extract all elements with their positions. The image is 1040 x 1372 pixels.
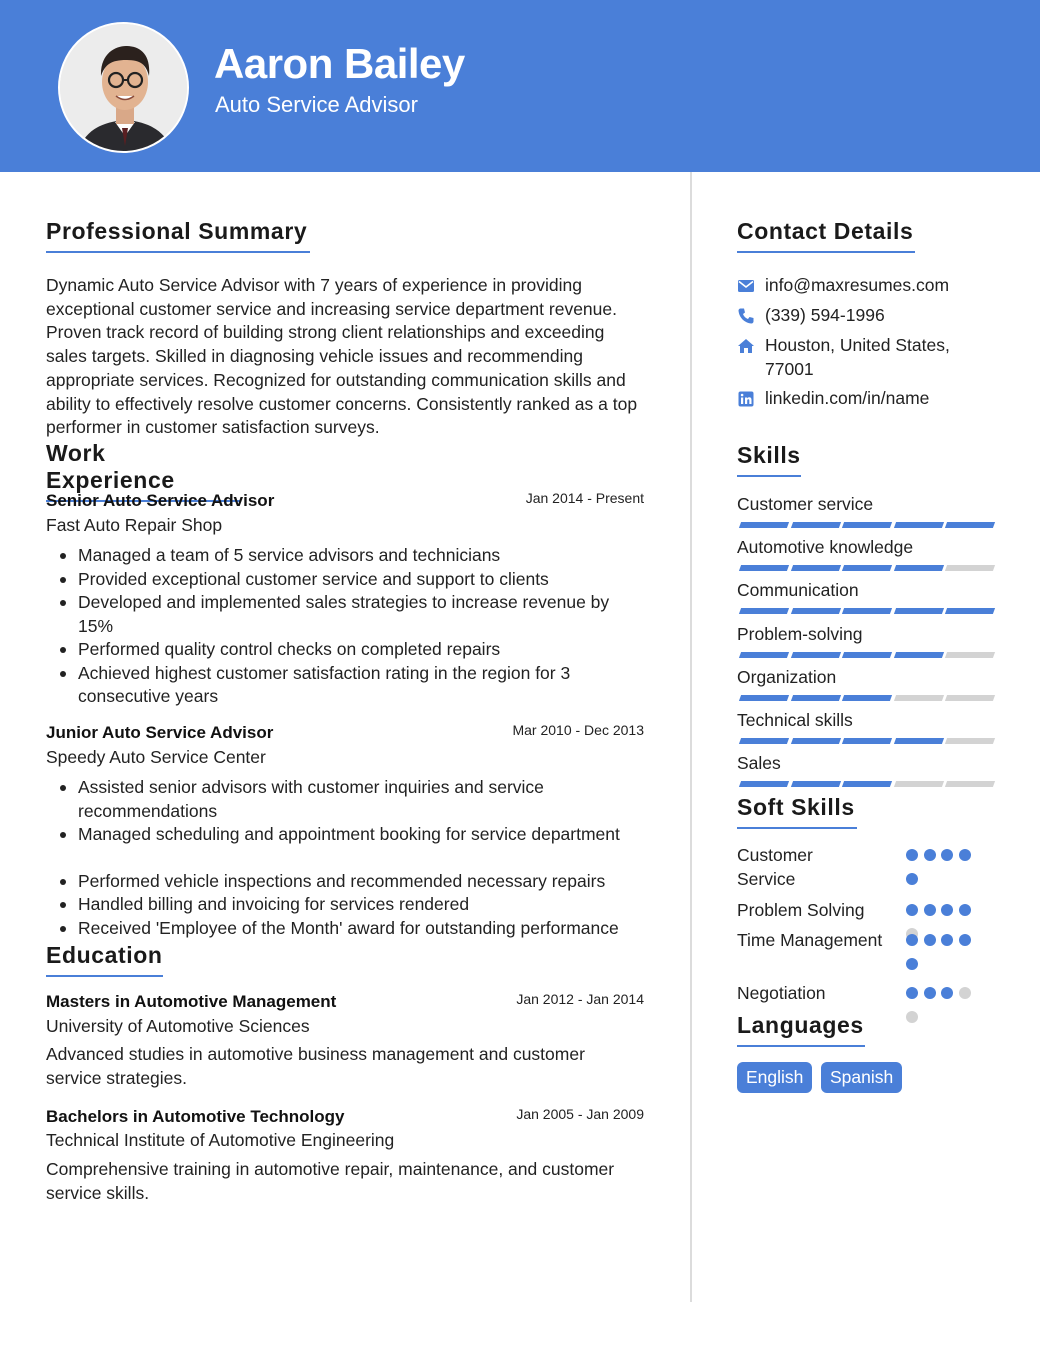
skill-segment-filled xyxy=(893,738,943,744)
skill-segment-filled xyxy=(739,695,789,701)
rating-dot-filled xyxy=(906,873,918,885)
skill-segment-filled xyxy=(790,608,840,614)
soft-skills-heading xyxy=(737,794,857,829)
skill-segment-filled xyxy=(739,522,789,528)
rating-dot-filled xyxy=(959,934,971,946)
rating-dot-filled xyxy=(906,849,918,861)
language-tag: English xyxy=(737,1062,812,1093)
summary-heading xyxy=(46,218,310,253)
rating-dot-filled xyxy=(924,904,936,916)
contact-email xyxy=(737,274,997,298)
rating-dot-filled xyxy=(906,958,918,970)
rating-dot-empty xyxy=(959,987,971,999)
rating-dot-empty xyxy=(906,1011,918,1023)
skill-segment-filled xyxy=(739,781,789,787)
degree-title: Bachelors in Automotive Technology xyxy=(46,1107,345,1126)
rating-dot-filled xyxy=(941,849,953,861)
education-heading xyxy=(46,942,163,977)
list-item: Developed and implemented sales strategies to increase revenue by 15% xyxy=(46,591,631,638)
skill-segment-empty xyxy=(893,695,943,701)
skill-segment-empty xyxy=(945,781,995,787)
skill-segment-filled xyxy=(739,608,789,614)
skill-segment-filled xyxy=(739,652,789,658)
soft-skill-name: Negotiation xyxy=(737,983,826,1003)
language-tag: Spanish xyxy=(821,1062,902,1093)
soft-skill-name: Time Management xyxy=(737,930,883,950)
skill-level-bar xyxy=(737,522,993,528)
skills-heading-text: Skills xyxy=(737,442,801,468)
job-title: Junior Auto Service Advisor xyxy=(46,723,274,742)
skill-name: Automotive knowledge xyxy=(737,537,914,558)
list-item: Managed a team of 5 service advisors and technicians xyxy=(46,544,646,568)
skill-name: Problem-solving xyxy=(737,623,863,644)
job-title: Senior Auto Service Advisor xyxy=(46,491,275,510)
skill-name: Communication xyxy=(737,580,859,601)
list-item: Managed scheduling and appointment booking for service department xyxy=(46,823,656,847)
contact-linkedin xyxy=(737,387,997,411)
list-item: Handled billing and invoicing for services rendered xyxy=(46,893,656,917)
list-item: Performed quality control checks on completed repairs xyxy=(46,638,646,662)
candidate-title: Auto Service Advisor xyxy=(215,92,418,117)
skill-segment-filled xyxy=(790,652,840,658)
contact-phone xyxy=(737,304,997,328)
skill-segment-filled xyxy=(842,738,892,744)
skill-segment-filled xyxy=(945,608,995,614)
skills-heading xyxy=(737,442,801,477)
summary-heading-text: Professional Summary xyxy=(46,218,308,244)
list-item: Achieved highest customer satisfaction rating in the region for 3 consecutive years xyxy=(46,662,606,709)
phone-icon xyxy=(737,307,755,325)
rating-dot-filled xyxy=(906,904,918,916)
skill-level-bar xyxy=(737,738,993,744)
skill-segment-filled xyxy=(739,565,789,571)
soft-skill-name: Customer Service xyxy=(737,845,813,889)
skill-segment-empty xyxy=(945,565,995,571)
contact-address xyxy=(737,334,997,382)
rating-dot-filled xyxy=(959,904,971,916)
header-banner xyxy=(0,0,1040,172)
skill-segment-filled xyxy=(893,565,943,571)
skill-segment-filled xyxy=(893,652,943,658)
job-bullets xyxy=(46,776,656,940)
skill-segment-filled xyxy=(790,522,840,528)
skill-level-bar xyxy=(737,781,993,787)
degree-date: Jan 2005 - Jan 2009 xyxy=(516,1106,644,1122)
skill-segment-empty xyxy=(945,738,995,744)
rating-dot-filled xyxy=(906,987,918,999)
skill-segment-filled xyxy=(790,738,840,744)
list-item: Provided exceptional customer service and support to clients xyxy=(46,568,646,592)
skill-segment-filled xyxy=(842,522,892,528)
skill-level-bar xyxy=(737,565,993,571)
education-heading-text: Education xyxy=(46,942,163,968)
rating-dot-filled xyxy=(924,934,936,946)
skill-segment-empty xyxy=(945,652,995,658)
skill-segment-filled xyxy=(790,781,840,787)
heading-underline xyxy=(737,475,801,477)
rating-dot-filled xyxy=(959,849,971,861)
skill-segment-filled xyxy=(842,608,892,614)
rating-dot-filled xyxy=(924,987,936,999)
column-divider xyxy=(690,172,692,1302)
home-icon xyxy=(737,337,755,355)
school-name: Technical Institute of Automotive Engineering xyxy=(46,1130,395,1150)
heading-underline xyxy=(737,251,915,253)
contact-phone-text: (339) 594-1996 xyxy=(765,305,885,325)
rating-dot-filled xyxy=(924,849,936,861)
skill-segment-filled xyxy=(842,781,892,787)
skill-segment-filled xyxy=(893,608,943,614)
job-company: Speedy Auto Service Center xyxy=(46,747,266,767)
degree-description: Comprehensive training in automotive repair, maintenance, and customer service skills. xyxy=(46,1159,615,1203)
heading-underline xyxy=(737,1045,865,1047)
skill-level-bar xyxy=(737,695,993,701)
skill-segment-filled xyxy=(842,565,892,571)
skill-level-bar xyxy=(737,608,993,614)
skill-segment-filled xyxy=(790,695,840,701)
heading-underline xyxy=(46,975,163,977)
skill-segment-empty xyxy=(945,695,995,701)
skill-segment-filled xyxy=(790,565,840,571)
list-item: Performed vehicle inspections and recommended necessary repairs xyxy=(46,870,656,894)
rating-dot-filled xyxy=(941,987,953,999)
skill-name: Technical skills xyxy=(737,710,853,730)
skill-name: Organization xyxy=(737,666,837,687)
envelope-icon xyxy=(737,277,755,295)
soft-skill-name: Problem Solving xyxy=(737,900,865,920)
school-name: University of Automotive Sciences xyxy=(46,1016,310,1036)
skill-segment-filled xyxy=(739,738,789,744)
job-date: Mar 2010 - Dec 2013 xyxy=(512,722,644,738)
skill-name: Sales xyxy=(737,753,781,774)
skill-name: Customer service xyxy=(737,494,874,514)
contact-heading-text: Contact Details xyxy=(737,218,914,244)
experience-heading-text: Work Experience xyxy=(46,440,175,493)
list-item: Assisted senior advisors with customer inquiries and service recommendations xyxy=(46,776,586,823)
soft-skills-heading-text: Soft Skills xyxy=(737,794,855,820)
degree-title: Masters in Automotive Management xyxy=(46,992,337,1011)
skill-segment-filled xyxy=(893,522,943,528)
job-company: Fast Auto Repair Shop xyxy=(46,515,223,535)
profile-photo xyxy=(58,22,189,153)
degree-description: Advanced studies in automotive business management and customer service strategies. xyxy=(46,1044,585,1088)
candidate-name: Aaron Bailey xyxy=(214,40,465,87)
summary-text: Dynamic Auto Service Advisor with 7 years of experience in providing exceptional customer service and increasing service department revenue. Proven track record of building strong client relationships and exceeding sales targets. Skilled in diagnosing vehicle issues and recommending appropriate services. Recognized for outstanding communication skills and ability to effectively resolve customer concerns. Consistently ranked as a top performer in customer satisfaction surveys. xyxy=(46,275,638,438)
job-bullets xyxy=(46,544,646,709)
skill-segment-empty xyxy=(893,781,943,787)
languages-heading xyxy=(737,1012,865,1047)
languages-heading-text: Languages xyxy=(737,1012,864,1038)
job-date: Jan 2014 - Present xyxy=(525,490,644,506)
skill-segment-filled xyxy=(842,652,892,658)
contact-linkedin-text[interactable]: linkedin.com/in/name xyxy=(765,388,930,408)
rating-dot-filled xyxy=(906,934,918,946)
contact-email-text[interactable]: info@maxresumes.com xyxy=(765,275,950,295)
heading-underline xyxy=(46,251,310,253)
contact-heading xyxy=(737,218,915,253)
degree-date: Jan 2012 - Jan 2014 xyxy=(516,991,644,1007)
heading-underline xyxy=(737,827,857,829)
rating-dot-filled xyxy=(941,904,953,916)
rating-dot-filled xyxy=(941,934,953,946)
skill-segment-filled xyxy=(945,522,995,528)
contact-address-text: Houston, United States, 77001 xyxy=(765,335,950,379)
skill-segment-filled xyxy=(842,695,892,701)
linkedin-icon xyxy=(737,390,755,408)
list-item: Received 'Employee of the Month' award for outstanding performance xyxy=(46,917,656,941)
skill-level-bar xyxy=(737,652,993,658)
